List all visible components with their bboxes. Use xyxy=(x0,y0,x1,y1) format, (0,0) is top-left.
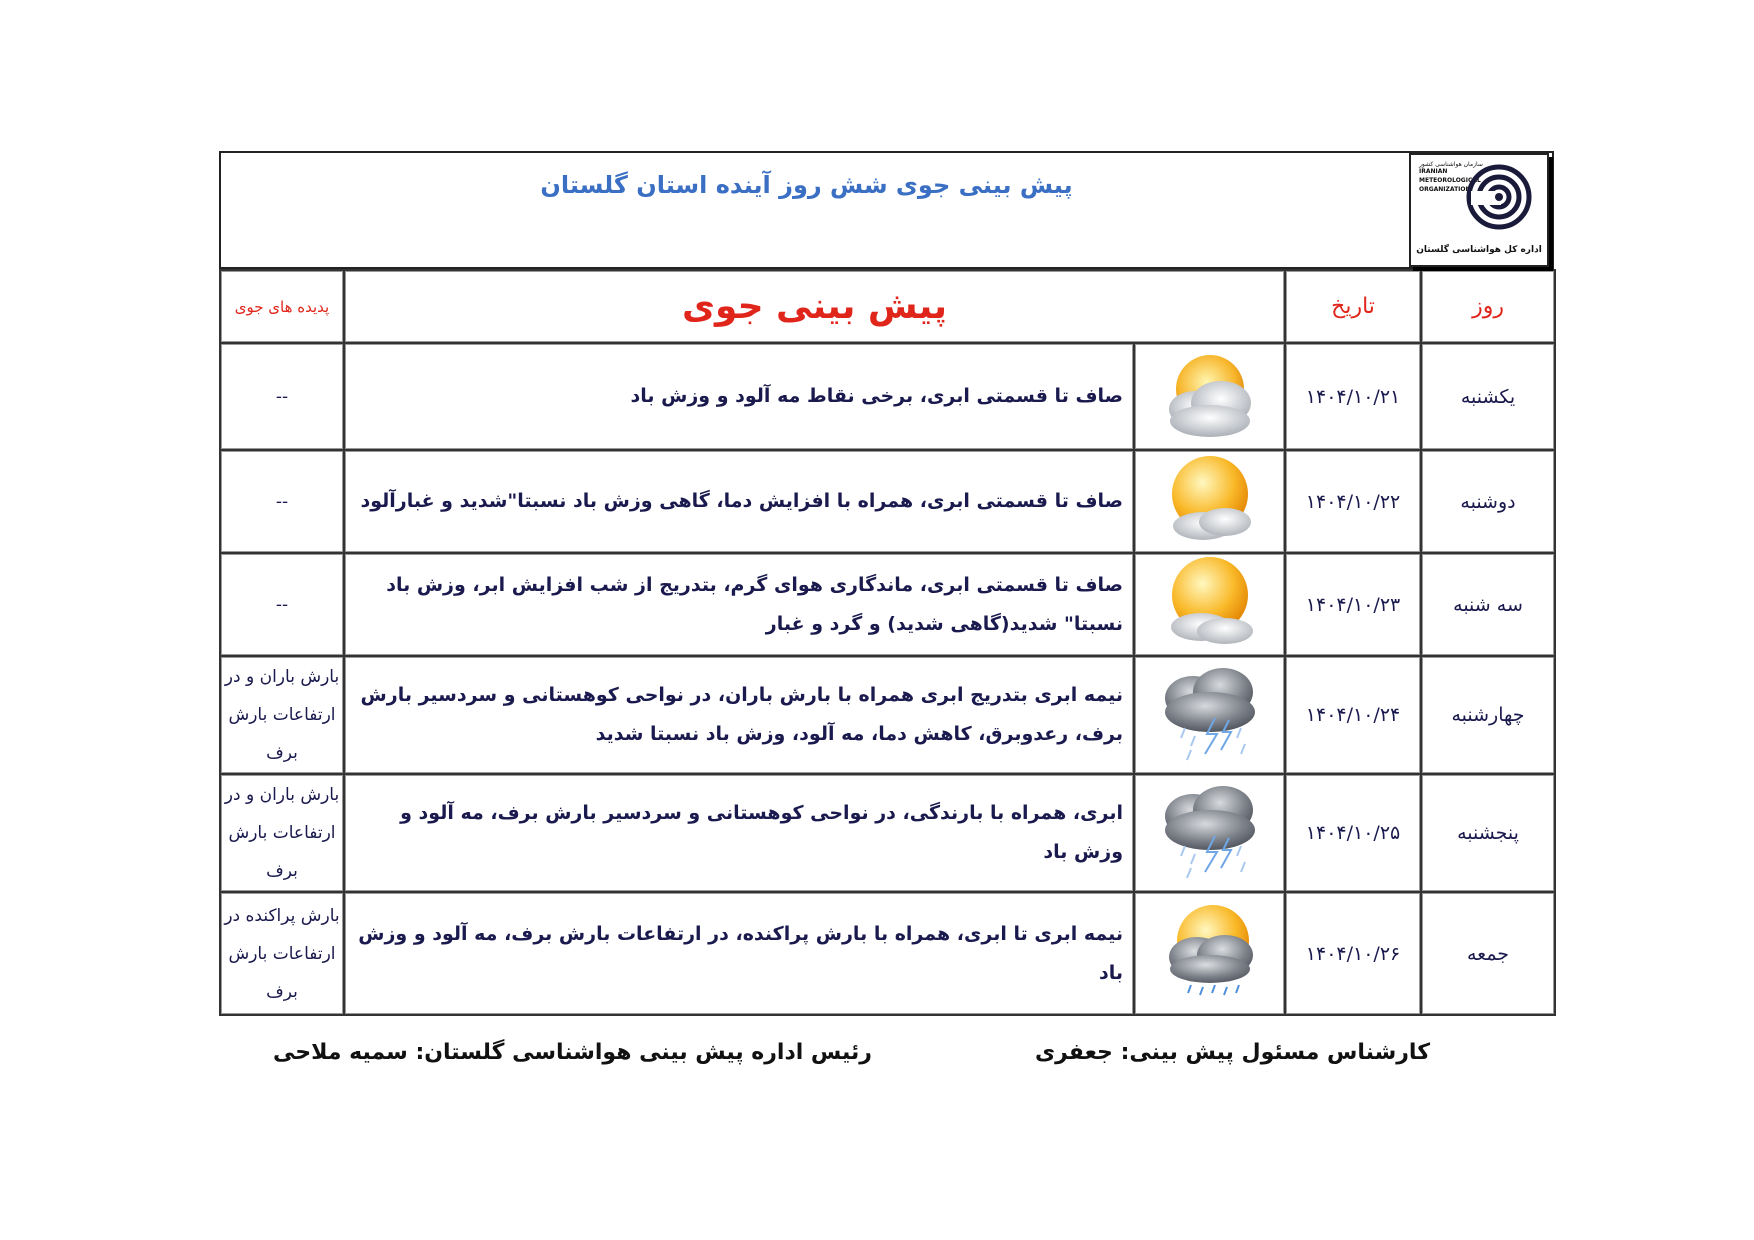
row-day: پنجشنبه xyxy=(1421,774,1555,892)
row-day: سه شنبه xyxy=(1421,553,1555,656)
row-hazards: بارش باران و در ارتفاعات بارش برف xyxy=(220,656,344,774)
thunderstorm-icon xyxy=(1134,656,1285,774)
row-forecast: صاف تا قسمتی ابری، برخی نقاط مه آلود و وزش باد xyxy=(344,343,1134,450)
logo-org-fa: سازمان هواشناسی کشور xyxy=(1419,161,1483,168)
row-forecast: نیمه ابری تا ابری، همراه با بارش پراکنده، در ارتفاعات بارش برف، مه آلود و وزش باد xyxy=(344,892,1134,1015)
row-hazards: -- xyxy=(220,450,344,553)
table-row xyxy=(220,553,1555,656)
logo-org-en: IRANIAN METEOROLOGICAL ORGANIZATION xyxy=(1419,168,1481,193)
row-hazards: بارش باران و در ارتفاعات بارش برف xyxy=(220,774,344,892)
table-row xyxy=(220,450,1555,553)
forecast-table xyxy=(219,269,1556,1016)
partly-cloudy-icon xyxy=(1134,343,1285,450)
row-day: دوشنبه xyxy=(1421,450,1555,553)
row-day: جمعه xyxy=(1421,892,1555,1015)
row-forecast: صاف تا قسمتی ابری، همراه با افزایش دما، گاهی وزش باد نسبتا"شدید و غبارآلود xyxy=(344,450,1134,553)
thunderstorm-icon xyxy=(1134,774,1285,892)
forecaster-signature: کارشناس مسئول پیش بینی: جعفری xyxy=(1034,1040,1430,1065)
row-forecast: نیمه ابری بتدریج ابری همراه با بارش باران، در نواحی کوهستانی و سردسیر بارش برف، رعدوبرق، کاهش دما، مه آلود، وزش باد نسبتا شدید xyxy=(344,656,1134,774)
row-forecast: ابری، همراه با بارندگی، در نواحی کوهستانی و سردسیر بارش برف، مه آلود و وزش باد xyxy=(344,774,1134,892)
forecast-sheet xyxy=(219,151,1554,1016)
table-row xyxy=(220,892,1555,1015)
row-day: چهارشنبه xyxy=(1421,656,1555,774)
row-hazards: -- xyxy=(220,343,344,450)
row-date: ۱۴۰۴/۱۰/۲۲ xyxy=(1285,450,1421,553)
table-row xyxy=(220,343,1555,450)
table-header-row xyxy=(220,270,1555,343)
row-day: یکشنبه xyxy=(1421,343,1555,450)
row-date: ۱۴۰۴/۱۰/۲۶ xyxy=(1285,892,1421,1015)
row-hazards: -- xyxy=(220,553,344,656)
row-date: ۱۴۰۴/۱۰/۲۳ xyxy=(1285,553,1421,656)
table-row xyxy=(220,656,1555,774)
header-day: روز xyxy=(1421,270,1555,343)
header-hazards: پدیده های جوی xyxy=(220,270,344,343)
sunny-cloud-icon xyxy=(1134,450,1285,553)
row-hazards: بارش پراکنده در ارتفاعات بارش برف xyxy=(220,892,344,1015)
table-row xyxy=(220,774,1555,892)
meteorology-logo xyxy=(1409,153,1549,267)
office-head-signature: رئیس اداره پیش بینی هواشناسی گلستان: سمیه ملاحی xyxy=(273,1040,872,1065)
sun-rain-cloud-icon xyxy=(1134,892,1285,1015)
row-date: ۱۴۰۴/۱۰/۲۵ xyxy=(1285,774,1421,892)
header-forecast: پیش بینی جوی xyxy=(344,270,1285,343)
row-forecast: صاف تا قسمتی ابری، ماندگاری هوای گرم، بتدریج از شب افزایش ابر، وزش باد نسبتا" شدید(گاهی شدید) و گرد و غبار xyxy=(344,553,1134,656)
logo-caption: اداره کل هواشناسی گلستان xyxy=(1416,245,1542,255)
row-date: ۱۴۰۴/۱۰/۲۱ xyxy=(1285,343,1421,450)
page-title: پیش بینی جوی شش روز آینده استان گلستان xyxy=(540,171,1073,199)
row-date: ۱۴۰۴/۱۰/۲۴ xyxy=(1285,656,1421,774)
header-box xyxy=(219,151,1554,269)
sunny-cloud-icon xyxy=(1134,553,1285,656)
header-date: تاریخ xyxy=(1285,270,1421,343)
